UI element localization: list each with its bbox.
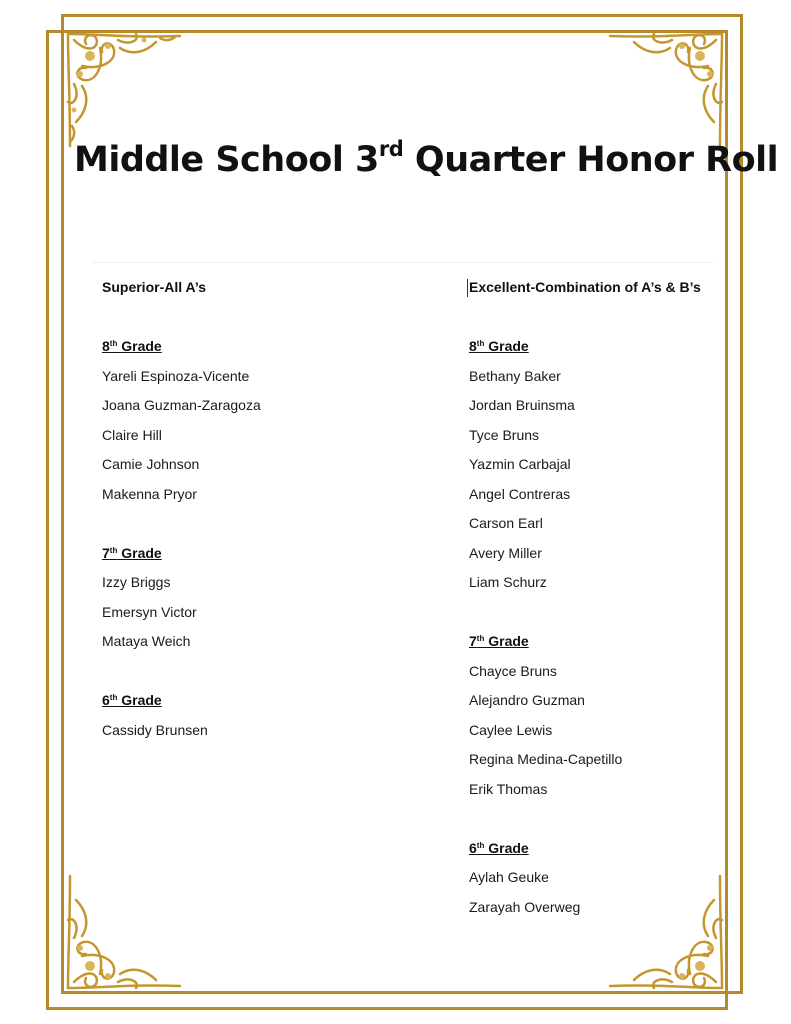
list-item: Carson Earl: [469, 515, 543, 531]
list-item: Claire Hill: [102, 426, 162, 443]
ornament-corner-top-right: [600, 26, 730, 156]
list-item: Caylee Lewis: [469, 721, 553, 738]
superior-grade6-heading: 6th Grade: [102, 692, 162, 708]
superior-column: [102, 276, 261, 748]
section-divider: [92, 262, 714, 263]
list-item: Camie Johnson: [102, 456, 200, 472]
list-item: Chayce Bruns: [469, 662, 557, 679]
list-item: Tyce Bruns: [469, 426, 540, 443]
list-item: Cassidy Brunsen: [102, 721, 208, 738]
title-superscript: rd: [378, 137, 404, 161]
list-item: Emersyn Victor: [102, 603, 197, 620]
list-item: Alejandro Guzman: [469, 692, 585, 708]
list-item: Angel Contreras: [469, 485, 571, 502]
list-item: Avery Miller: [469, 544, 542, 561]
list-item: Zarayah Overweg: [469, 898, 581, 915]
title-rest: Quarter Honor Roll: [403, 140, 779, 180]
list-item: Joana Guzman-Zaragoza: [102, 397, 261, 413]
list-item: Makenna Pryor: [102, 485, 197, 502]
list-item: Bethany Baker: [469, 367, 561, 384]
excellent-grade8-heading: 8th Grade: [469, 338, 529, 354]
list-item: Jordan Bruinsma: [469, 397, 575, 413]
ornament-corner-top-left: [60, 26, 190, 156]
page-title: [74, 137, 779, 180]
list-item: Yareli Espinoza-Vicente: [102, 367, 250, 384]
list-item: Erik Thomas: [469, 780, 548, 797]
list-item: Liam Schurz: [469, 574, 547, 590]
superior-grade8-heading: 8th Grade: [102, 338, 162, 354]
superior-grade7-heading: 7th Grade: [102, 544, 162, 561]
title-main: Middle School 3: [74, 140, 379, 180]
superior-heading: Superior-All A’s: [102, 279, 206, 295]
list-item: Regina Medina-Capetillo: [469, 751, 623, 767]
text-cursor: [467, 279, 468, 297]
excellent-column: [469, 276, 701, 925]
ornament-corner-bottom-left: [60, 866, 190, 996]
list-item: Aylah Geuke: [469, 869, 549, 885]
excellent-heading: Excellent-Combination of A’s & B’s: [469, 279, 701, 295]
excellent-grade6-heading: 6th Grade: [469, 839, 529, 856]
list-item: Mataya Weich: [102, 633, 191, 649]
list-item: Yazmin Carbajal: [469, 456, 571, 472]
list-item: Izzy Briggs: [102, 574, 171, 590]
excellent-grade7-heading: 7th Grade: [469, 633, 529, 649]
